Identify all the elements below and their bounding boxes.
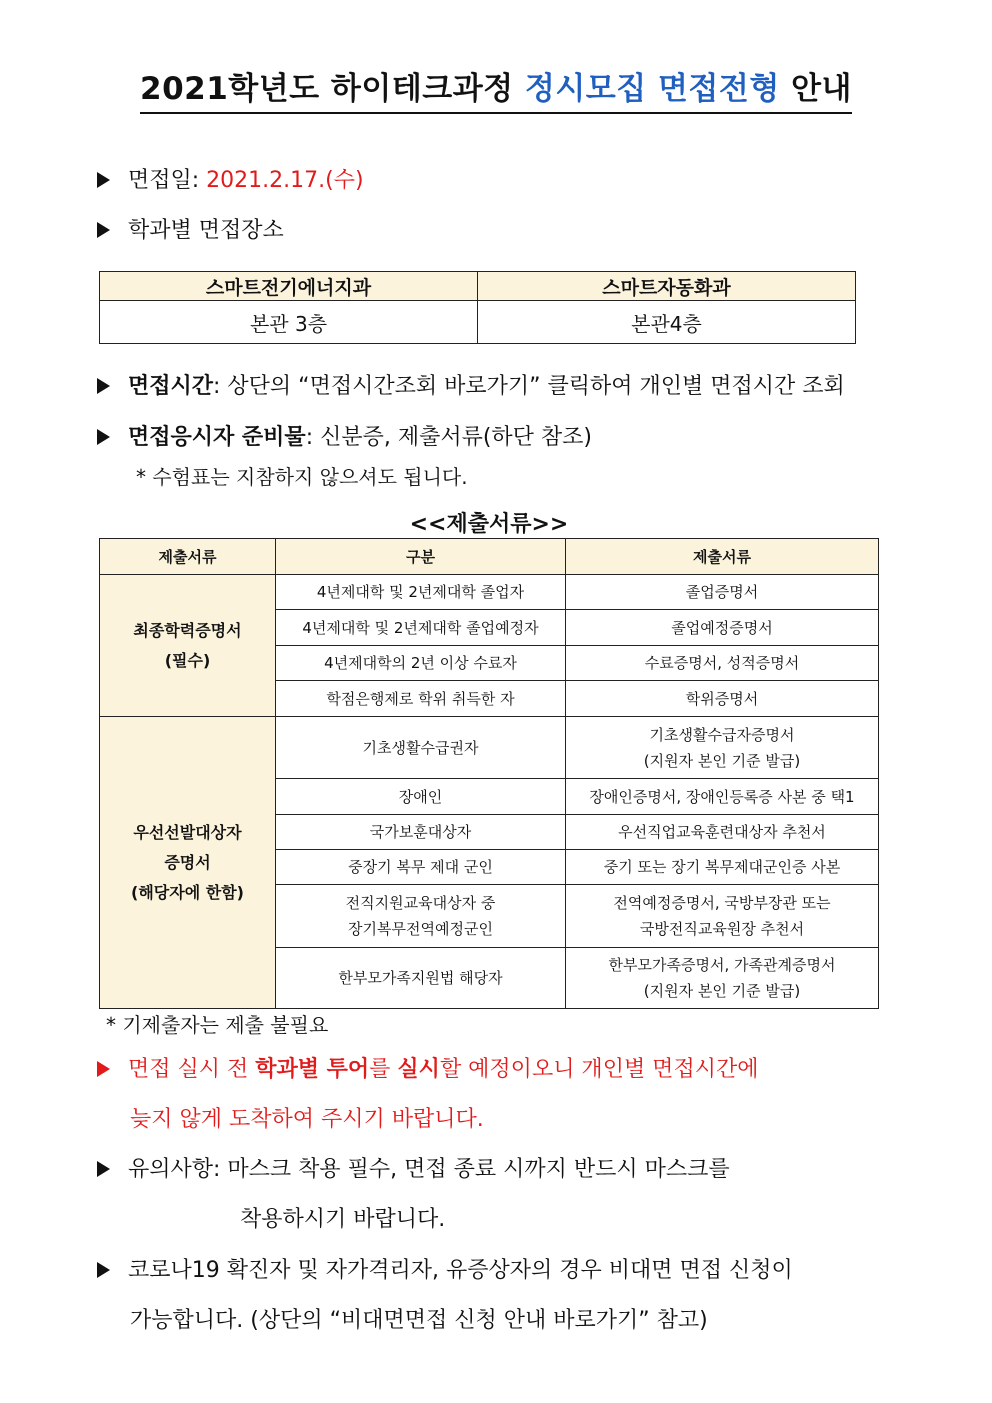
venue-value-electric: 본관 3층: [100, 301, 478, 344]
venue-value-automation: 본관4층: [478, 301, 856, 344]
type-cell: 한부모가족지원법 해당자: [276, 948, 566, 1009]
type-cell: 학점은행제로 학위 취득한 자: [276, 681, 566, 717]
category-line: (필수): [164, 650, 211, 670]
type-line: 장기복무전역예정군인: [348, 920, 493, 938]
interview-date-line: [97, 166, 364, 196]
preparation-line: [97, 423, 592, 453]
title-part-2: 정시모집 면접전형: [524, 71, 780, 107]
tour-notice-line-1: [97, 1055, 758, 1085]
type-cell: 중장기 복무 제대 군인: [276, 850, 566, 885]
doc-cell: 학위증명서: [566, 681, 879, 717]
venue-header-electric: 스마트전기에너지과: [100, 272, 478, 301]
type-cell: 국가보훈대상자: [276, 815, 566, 850]
triangle-right-icon: [97, 378, 110, 394]
doc-line: (지원자 본인 기준 발급): [643, 751, 801, 770]
type-cell: 4년제대학 및 2년제대학 졸업예정자: [276, 610, 566, 646]
interview-date-value: 2021.2.17.(수): [206, 168, 364, 193]
category-line: 증명서: [164, 852, 211, 872]
doc-cell: 우선직업교육훈련대상자 추천서: [566, 815, 879, 850]
triangle-right-icon: [97, 222, 110, 238]
title-part-1: 2021학년도 하이테크과정: [140, 71, 525, 107]
interview-time-line: [97, 372, 845, 402]
tour-text-emphasis: 실시: [397, 1057, 440, 1082]
category-line: 최종학력증명서: [133, 620, 242, 640]
type-cell: [276, 885, 566, 948]
documents-note: * 기제출자는 제출 불필요: [106, 1013, 329, 1037]
venue-header-automation: 스마트자동화과: [478, 272, 856, 301]
doc-header-doc: 제출서류: [566, 539, 879, 575]
doc-cell: 중기 또는 장기 복무제대군인증 사본: [566, 850, 879, 885]
documents-table: [99, 538, 879, 1009]
caution-line-1: [97, 1155, 730, 1185]
doc-line: 전역예정증명서, 국방부장관 또는: [613, 894, 831, 912]
category-priority: [100, 717, 276, 1009]
interview-time-label: 면접시간: [128, 374, 214, 399]
page-title: [0, 68, 992, 114]
triangle-right-icon: [97, 172, 110, 188]
venue-table: [99, 271, 856, 344]
preparation-note: * 수험표는 지참하지 않으셔도 됩니다.: [136, 465, 468, 489]
covid-text: 코로나19 확진자 및 자가격리자, 유증상자의 경우 비대면 면접 신청이: [128, 1258, 793, 1283]
type-cell: 4년제대학 및 2년제대학 졸업자: [276, 575, 566, 610]
doc-line: (지원자 본인 기준 발급): [643, 982, 801, 1000]
interview-date-label: 면접일:: [128, 168, 207, 193]
triangle-right-icon: [97, 1262, 110, 1278]
type-cell: 4년제대학의 2년 이상 수료자: [276, 646, 566, 681]
type-cell: 장애인: [276, 779, 566, 815]
doc-line: 국방전직교육원장 추천서: [639, 920, 805, 938]
triangle-right-icon: [97, 1061, 110, 1077]
triangle-right-icon: [97, 429, 110, 445]
tour-text: 면접 실시 전: [128, 1057, 256, 1082]
covid-line-1: [97, 1256, 793, 1286]
type-line: 전직지원교육대상자 중: [345, 894, 496, 912]
category-line: (해당자에 한함): [131, 882, 244, 902]
venue-heading-line: [97, 216, 284, 246]
table-row: [100, 575, 879, 610]
caution-text: 유의사항: 마스크 착용 필수, 면접 종료 시까지 반드시 마스크를: [128, 1157, 730, 1182]
doc-cell: [566, 885, 879, 948]
doc-cell: 장애인증명서, 장애인등록증 사본 중 택1: [566, 779, 879, 815]
doc-cell: [566, 717, 879, 779]
type-cell: 기초생활수급권자: [276, 717, 566, 779]
doc-line: 한부모가족증명서, 가족관계증명서: [608, 956, 836, 974]
doc-cell: 졸업증명서: [566, 575, 879, 610]
doc-header-type: 구분: [276, 539, 566, 575]
caution-line-2: 착용하시기 바랍니다.: [240, 1207, 446, 1232]
venue-heading: 학과별 면접장소: [128, 218, 284, 243]
category-line: 우선선발대상자: [133, 822, 242, 842]
documents-caption: <<제출서류>>: [409, 512, 569, 537]
table-row: [100, 717, 879, 779]
interview-time-text: : 상단의 “면접시간조회 바로가기” 클릭하여 개인별 면접시간 조회: [213, 374, 845, 399]
doc-cell: 졸업예정증명서: [566, 610, 879, 646]
doc-cell: 수료증명서, 성적증명서: [566, 646, 879, 681]
preparation-label: 면접응시자 준비물: [128, 425, 306, 450]
doc-cell: [566, 948, 879, 1009]
title-part-3: 안내: [779, 71, 852, 107]
covid-line-2: 가능합니다. (상단의 “비대면면접 신청 안내 바로가기” 참고): [130, 1308, 708, 1333]
triangle-right-icon: [97, 1161, 110, 1177]
doc-header-category: 제출서류: [100, 539, 276, 575]
tour-text-emphasis: 학과별 투어: [255, 1057, 370, 1082]
tour-text: 할 예정이오니 개인별 면접시간에: [439, 1057, 759, 1082]
tour-text: 를: [369, 1057, 398, 1082]
doc-line: 기초생활수급자증명서: [649, 725, 795, 744]
tour-notice-line-2: 늦지 않게 도착하여 주시기 바랍니다.: [130, 1107, 484, 1132]
category-education: [100, 575, 276, 717]
preparation-text: : 신분증, 제출서류(하단 참조): [305, 425, 593, 450]
